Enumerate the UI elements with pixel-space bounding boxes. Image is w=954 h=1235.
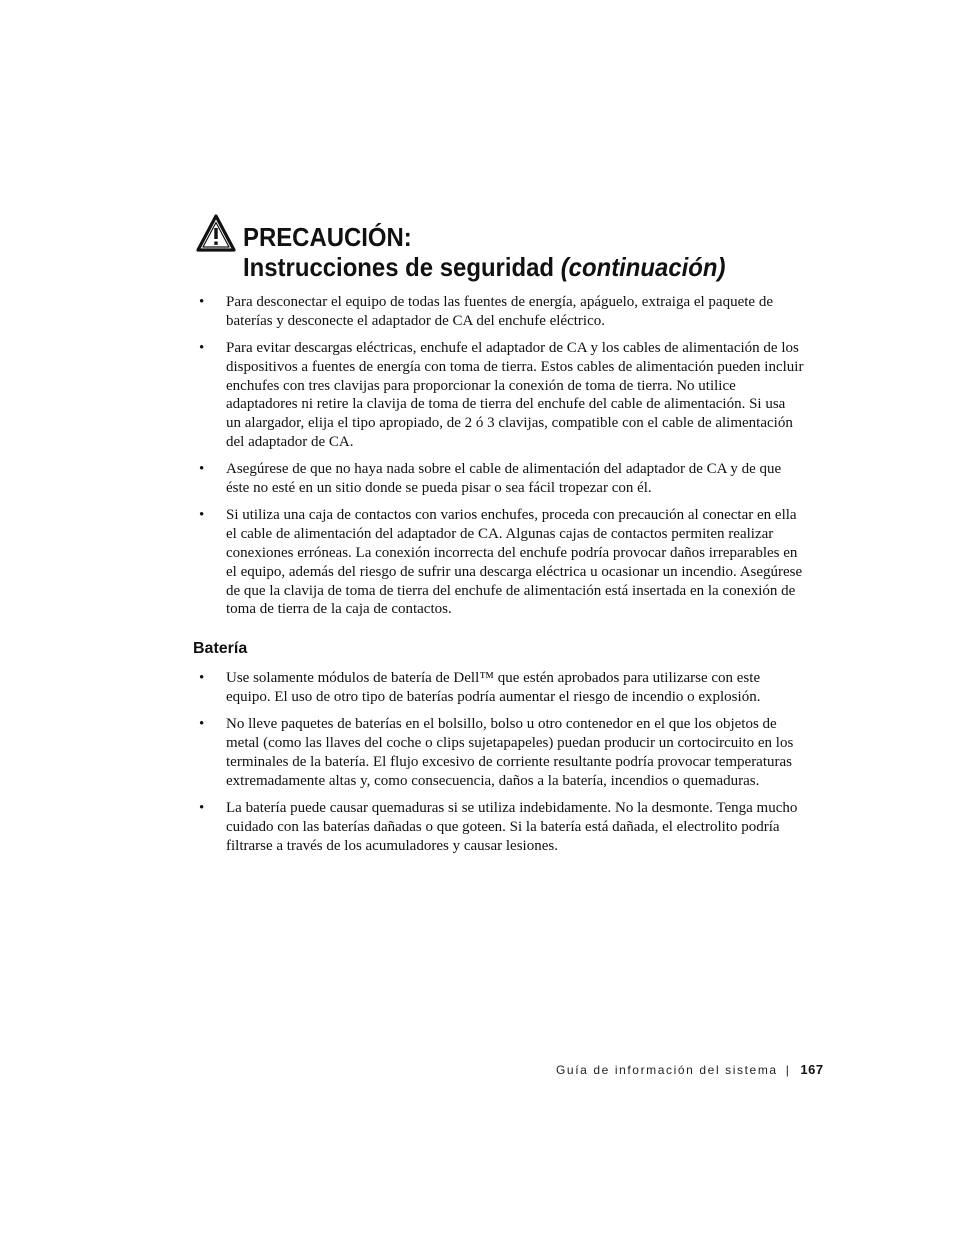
list-item-text: Asegúrese de que no haya nada sobre el cable de alimentación del adaptador de CA y de que éste no esté en un sitio donde se pueda pisar o sea fácil tropezar con él. xyxy=(226,461,782,497)
list-item xyxy=(199,715,804,790)
page-heading xyxy=(243,222,725,282)
footer-separator: | xyxy=(785,1063,791,1077)
heading-subtitle xyxy=(243,252,725,282)
bullet-icon: • xyxy=(199,340,205,357)
bullet-icon: • xyxy=(199,800,205,817)
list-item-text: Si utiliza una caja de contactos con varios enchufes, proceda con precaución al conectar en ella el cable de alimentación del adaptador de CA. Algunas cajas de contactos permiten realizar conexiones erróneas. La conexión incorrecta del enchufe podría provocar daños irreparables en el equipo, además del riesgo de sufrir una descarga eléctrica u ocasionar un incendio. Asegúrese de que la clavija de toma de tierra del enchufe de alimentación está insertada en la conexión de toma de tierra de la caja de contactos. xyxy=(226,507,803,618)
heading-subtitle-text: Instrucciones de seguridad xyxy=(243,252,555,282)
list-item xyxy=(199,669,804,707)
battery-section-title: Batería xyxy=(193,640,248,658)
heading-caution: PRECAUCIÓN: xyxy=(243,222,412,252)
page-number: 167 xyxy=(800,1062,824,1077)
list-item xyxy=(199,506,804,619)
bullet-icon: • xyxy=(199,670,205,687)
heading-continuation: (continuación) xyxy=(560,252,726,282)
list-item-text: Use solamente módulos de batería de Dell™ que estén aprobados para utilizarse con este equipo. El uso de otro tipo de baterías podría aumentar el riesgo de incendio o explosión. xyxy=(226,670,761,706)
warning-triangle-icon xyxy=(195,213,237,253)
list-item-text: Para evitar descargas eléctricas, enchufe el adaptador de CA y los cables de alimentación de los dispositivos a fuentes de energía con toma de tierra. Estos cables de alimentación pueden incluir enchufes con tres clavijas para proporcionar la conexión de toma de tierra. No utilice adaptadores ni retire la clavija de toma de tierra del enchufe del cable de alimentación. Si usa un alargador, elija el tipo apropiado, de 2 ó 3 clavijas, compatible con el cable de alimentación del adaptador de CA. xyxy=(226,340,804,451)
page-content xyxy=(193,293,804,864)
list-item xyxy=(199,293,804,331)
bullet-icon: • xyxy=(199,461,205,478)
general-safety-list xyxy=(199,293,804,619)
list-item xyxy=(199,339,804,452)
footer-guide-title: Guía de información del sistema xyxy=(556,1063,778,1077)
list-item-text: La batería puede causar quemaduras si se utiliza indebidamente. No la desmonte. Tenga mucho cuidado con las baterías dañadas o que goteen. Si la batería está dañada, el electrolito podría filtrarse a través de los acumuladores y causar lesiones. xyxy=(226,800,798,854)
list-item xyxy=(199,460,804,498)
page-footer xyxy=(556,1062,824,1077)
bullet-icon: • xyxy=(199,294,205,310)
battery-safety-list xyxy=(199,669,804,855)
list-item xyxy=(199,799,804,855)
list-item-text: No lleve paquetes de baterías en el bolsillo, bolso u otro contenedor en el que los objetos de metal (como las llaves del coche o clips sujetapapeles) puedan producir un cortocircuito en los terminales de la batería. El flujo excesivo de corriente resultante podría provocar temperaturas extremadamente altas y, como consecuencia, daños a la batería, incendios o quemaduras. xyxy=(226,716,794,789)
list-item-text: Para desconectar el equipo de todas las fuentes de energía, apáguelo, extraiga el paquete de baterías y desconecte el adaptador de CA del enchufe eléctrico. xyxy=(226,294,773,329)
bullet-icon: • xyxy=(199,507,205,524)
bullet-icon: • xyxy=(199,716,205,733)
